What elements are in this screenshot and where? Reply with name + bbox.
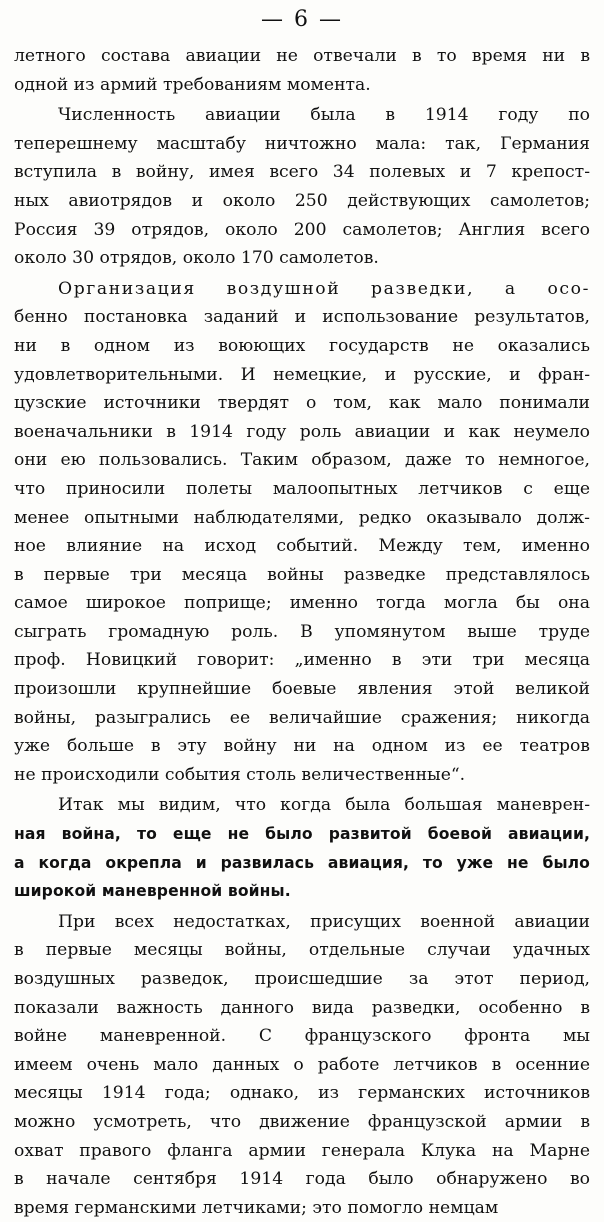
text-line: произошли крупнейшие боевые явления этой великой bbox=[14, 679, 590, 700]
page-number: — 6 — bbox=[261, 7, 343, 32]
text-line: При всех недостатках, присущих военной авиации bbox=[58, 911, 590, 932]
text-line: не происходили события столь величественные“. bbox=[14, 764, 466, 785]
text-body bbox=[14, 42, 590, 1222]
text-line: показали важность данного вида разведки, особенно в bbox=[14, 997, 590, 1018]
text-line: вступила в войну, имея всего 34 полевых и 7 крепост- bbox=[14, 162, 590, 183]
text-line: охват правого фланга армии генерала Клука на Марне bbox=[14, 1140, 590, 1161]
text-line: а когда окрепла и развилась авиация, то уже не было bbox=[14, 853, 590, 872]
text-line: бенно постановка заданий и использование результатов, bbox=[14, 307, 590, 328]
text-line: в первые месяцы войны, отдельные случаи удачных bbox=[14, 940, 590, 961]
text-line: летного состава авиации не отвечали в то время ни в bbox=[14, 46, 590, 66]
text-line: широкой маневренной войны. bbox=[14, 882, 291, 901]
text-line: имеем очень мало данных о работе летчиков в осенние bbox=[14, 1054, 590, 1075]
text-line: одной из армий требованиям момента. bbox=[14, 74, 371, 95]
text-line: менее опытными наблюдателями, редко оказывало долж- bbox=[14, 507, 590, 528]
text-line: около 30 отрядов, около 170 самолетов. bbox=[14, 248, 379, 269]
paragraph bbox=[14, 42, 590, 99]
text-line: удовлетворительными. И немецкие, и русские, и фран- bbox=[14, 364, 590, 385]
text-line: ное влияние на исход событий. Между тем, именно bbox=[14, 536, 590, 557]
text-line: время германскими летчиками; это помогло немцам bbox=[14, 1197, 499, 1218]
text-line: войны, разыгрались ее величайшие сражения; никогда bbox=[14, 707, 590, 728]
paragraph bbox=[14, 791, 590, 905]
text-line: Итак мы видим, что когда была большая маневрен- bbox=[58, 795, 590, 816]
text-line: уже больше в эту войну ни на одном из ее театров bbox=[14, 736, 590, 757]
paragraph bbox=[14, 908, 590, 1222]
text-line: теперешнему масштабу ничтожно мала: так, Германия bbox=[14, 133, 590, 154]
text-line: воздушных разведок, происшедшие за этот период, bbox=[14, 969, 590, 989]
text-line: Численность авиации была в 1914 году по bbox=[58, 105, 590, 126]
text-line: сыграть громадную роль. В упомянутом выше труде bbox=[14, 621, 590, 642]
text-line: Россия 39 отрядов, около 200 самолетов; Англия всего bbox=[14, 219, 590, 240]
text-line: месяцы 1914 года; однако, из германских источников bbox=[14, 1083, 590, 1104]
text-line: военачальники в 1914 году роль авиации и как неумело bbox=[14, 421, 590, 442]
text-line: можно усмотреть, что движение французской армии в bbox=[14, 1111, 590, 1132]
text-line: ни в одном из воюющих государств не оказались bbox=[14, 335, 590, 356]
text-line: в начале сентября 1914 года было обнаружено во bbox=[14, 1169, 590, 1190]
paragraph bbox=[14, 275, 590, 790]
text-line: цузские источники твердят о том, как мало понимали bbox=[14, 393, 590, 414]
text-line: проф. Новицкий говорит: „именно в эти три месяца bbox=[14, 650, 590, 671]
text-line: в первые три месяца войны разведке представлялось bbox=[14, 564, 590, 585]
text-line: что приносили полеты малоопытных летчиков с еще bbox=[14, 478, 590, 499]
text-line: самое широкое поприще; именно тогда могла бы она bbox=[14, 593, 590, 614]
text-line: Организация воздушной разведки, а осо- bbox=[58, 278, 590, 299]
text-line: ная война, то еще не было развитой боевой авиации, bbox=[14, 825, 590, 844]
paragraph bbox=[14, 101, 590, 273]
text-line: ных авиотрядов и около 250 действующих самолетов; bbox=[14, 190, 590, 211]
text-line: они ею пользовались. Таким образом, даже то немногое, bbox=[14, 450, 590, 471]
text-line: войне маневренной. С французского фронта мы bbox=[14, 1026, 590, 1047]
